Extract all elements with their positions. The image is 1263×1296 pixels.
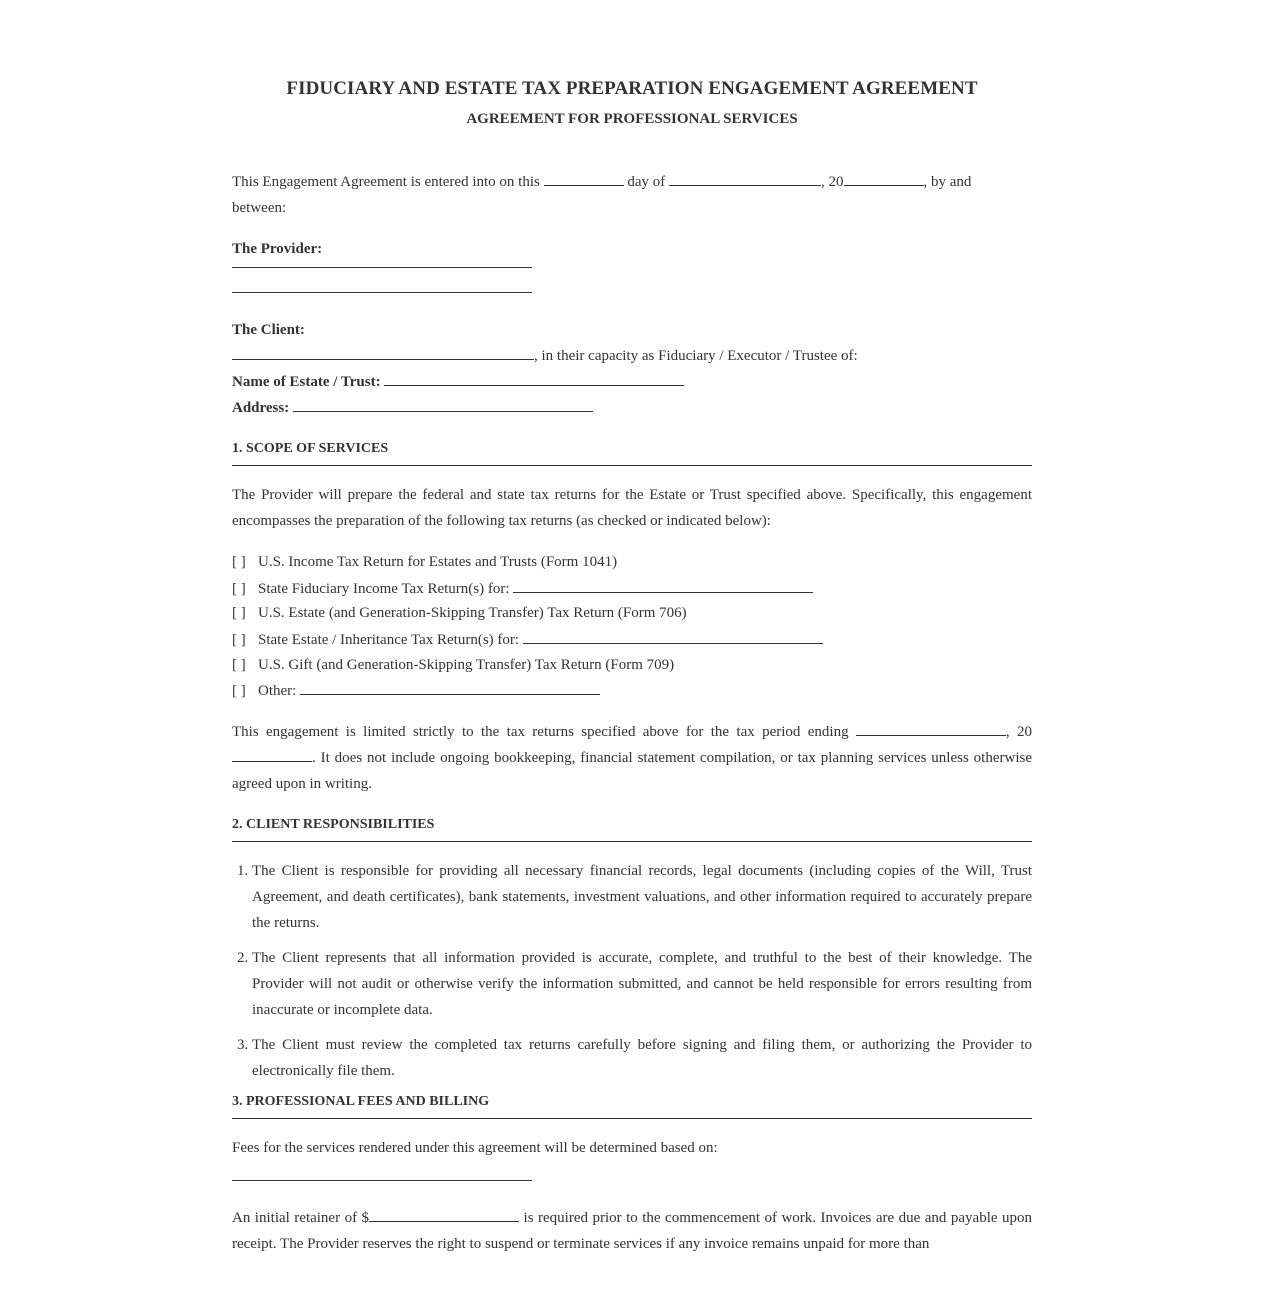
retainer-text-1: An initial retainer of $ xyxy=(232,1210,370,1227)
estate-name-label: Name of Estate / Trust: xyxy=(232,374,381,390)
checklist-item-label: State Fiduciary Income Tax Return(s) for: xyxy=(258,580,510,597)
retainer-amount-blank[interactable] xyxy=(369,1205,519,1222)
checklist-item xyxy=(232,653,1032,679)
checklist-item xyxy=(232,601,1032,627)
address-blank[interactable] xyxy=(293,395,593,412)
checklist-item-label: U.S. Gift (and Generation-Skipping Transfer) Tax Return (Form 709) xyxy=(258,656,675,673)
day-blank[interactable] xyxy=(544,169,624,186)
provider-address-line[interactable] xyxy=(232,292,532,293)
intro-text-2: day of xyxy=(627,174,666,190)
year-blank[interactable] xyxy=(844,169,924,186)
checklist-item-label: Other: xyxy=(258,683,297,700)
retainer-text-2: is required prior to the commencement of work. Invoices are due and payable upon receipt. The Provider reserves the right to suspend or terminate services if any invoice remains unpaid for more than xyxy=(232,1210,1033,1253)
tax-year-blank[interactable] xyxy=(232,745,312,762)
provider-label: The Provider: xyxy=(232,241,323,257)
address-row xyxy=(232,395,1032,421)
responsibilities-list xyxy=(232,858,1032,1084)
estate-name-blank[interactable] xyxy=(384,369,684,386)
month-blank[interactable] xyxy=(669,169,821,186)
limitation-text-3: . It does not include ongoing bookkeeping, financial statement compilation, or tax planning services unless otherwise agreed upon in writing. xyxy=(232,750,1032,793)
client-name-blank[interactable] xyxy=(232,343,534,360)
retainer-paragraph xyxy=(232,1205,1032,1257)
intro-text-4: , by and xyxy=(923,174,972,190)
document-title: FIDUCIARY AND ESTATE TAX PREPARATION ENGAGEMENT AGREEMENT xyxy=(286,78,978,99)
list-item: 2. The Client represents that all information provided is accurate, complete, and truthful to the best of their knowledge. The Provider will not audit or otherwise verify the information submitted, and cannot be held responsible for errors resulting from inaccurate or incomplete data. xyxy=(252,945,1032,1023)
limitation-text-2: , 20 xyxy=(1005,724,1033,741)
checkbox[interactable]: [ ] xyxy=(232,554,246,570)
fees-paragraph: Fees for the services rendered under this agreement will be determined based on: xyxy=(232,1140,718,1157)
list-item: 3. The Client must review the completed tax returns carefully before signing and filing them, or authorizing the Provider to electronically file them. xyxy=(252,1032,1032,1084)
provider-name-line[interactable] xyxy=(232,267,532,268)
client-label: The Client: xyxy=(232,322,305,338)
address-label: Address: xyxy=(232,400,290,416)
intro-text-3: , 20 xyxy=(821,174,844,190)
checklist-item xyxy=(232,576,1032,602)
checkbox[interactable]: [ ] xyxy=(232,605,246,622)
tax-period-blank[interactable] xyxy=(856,719,1006,736)
client-capacity-text: , in their capacity as Fiduciary / Executor / Trustee of: xyxy=(534,348,858,364)
limitation-paragraph xyxy=(232,719,1032,797)
client-capacity-row xyxy=(232,343,1032,369)
checklist-item xyxy=(232,550,1032,576)
document-page xyxy=(232,0,1032,1257)
intro-paragraph xyxy=(232,169,1032,221)
fee-basis-line[interactable] xyxy=(232,1180,532,1181)
section-3-heading: 3. PROFESSIONAL FEES AND BILLING xyxy=(232,1093,1032,1119)
checkbox[interactable]: [ ] xyxy=(232,656,246,673)
state-fiduciary-blank[interactable] xyxy=(513,576,813,593)
checklist-item-label: U.S. Income Tax Return for Estates and Trusts (Form 1041) xyxy=(258,554,618,570)
intro-text-1: This Engagement Agreement is entered into on this xyxy=(232,174,540,190)
section-1-heading: 1. SCOPE OF SERVICES xyxy=(232,440,1032,466)
intro-text-5: between: xyxy=(232,200,287,216)
checklist-item xyxy=(232,678,1032,704)
checkbox[interactable]: [ ] xyxy=(232,632,246,649)
checklist-item xyxy=(232,627,1032,653)
checklist-item-label: U.S. Estate (and Generation-Skipping Transfer) Tax Return (Form 706) xyxy=(258,605,687,622)
checkbox[interactable]: [ ] xyxy=(232,580,246,597)
section-2-heading: 2. CLIENT RESPONSIBILITIES xyxy=(232,816,1032,842)
limitation-text-1: This engagement is limited strictly to the tax returns specified above for the tax period ending xyxy=(232,724,849,741)
checkbox[interactable]: [ ] xyxy=(232,683,246,700)
estate-name-row xyxy=(232,369,1032,395)
other-blank[interactable] xyxy=(300,678,600,695)
scope-paragraph: The Provider will prepare the federal and state tax returns for the Estate or Trust specified above. Specifically, this engagement encompasses the preparation of the following tax returns (as checked or indicated below): xyxy=(232,487,1032,529)
checklist-item-label: State Estate / Inheritance Tax Return(s) for: xyxy=(258,632,520,649)
state-estate-blank[interactable] xyxy=(523,627,823,644)
document-subtitle: AGREEMENT FOR PROFESSIONAL SERVICES xyxy=(466,111,798,127)
tax-return-checklist xyxy=(232,550,1032,704)
list-item: 1. The Client is responsible for providing all necessary financial records, legal documents (including copies of the Will, Trust Agreement, and death certificates), bank statements, investment valuations, and other information required to accurately prepare the returns. xyxy=(252,858,1032,936)
